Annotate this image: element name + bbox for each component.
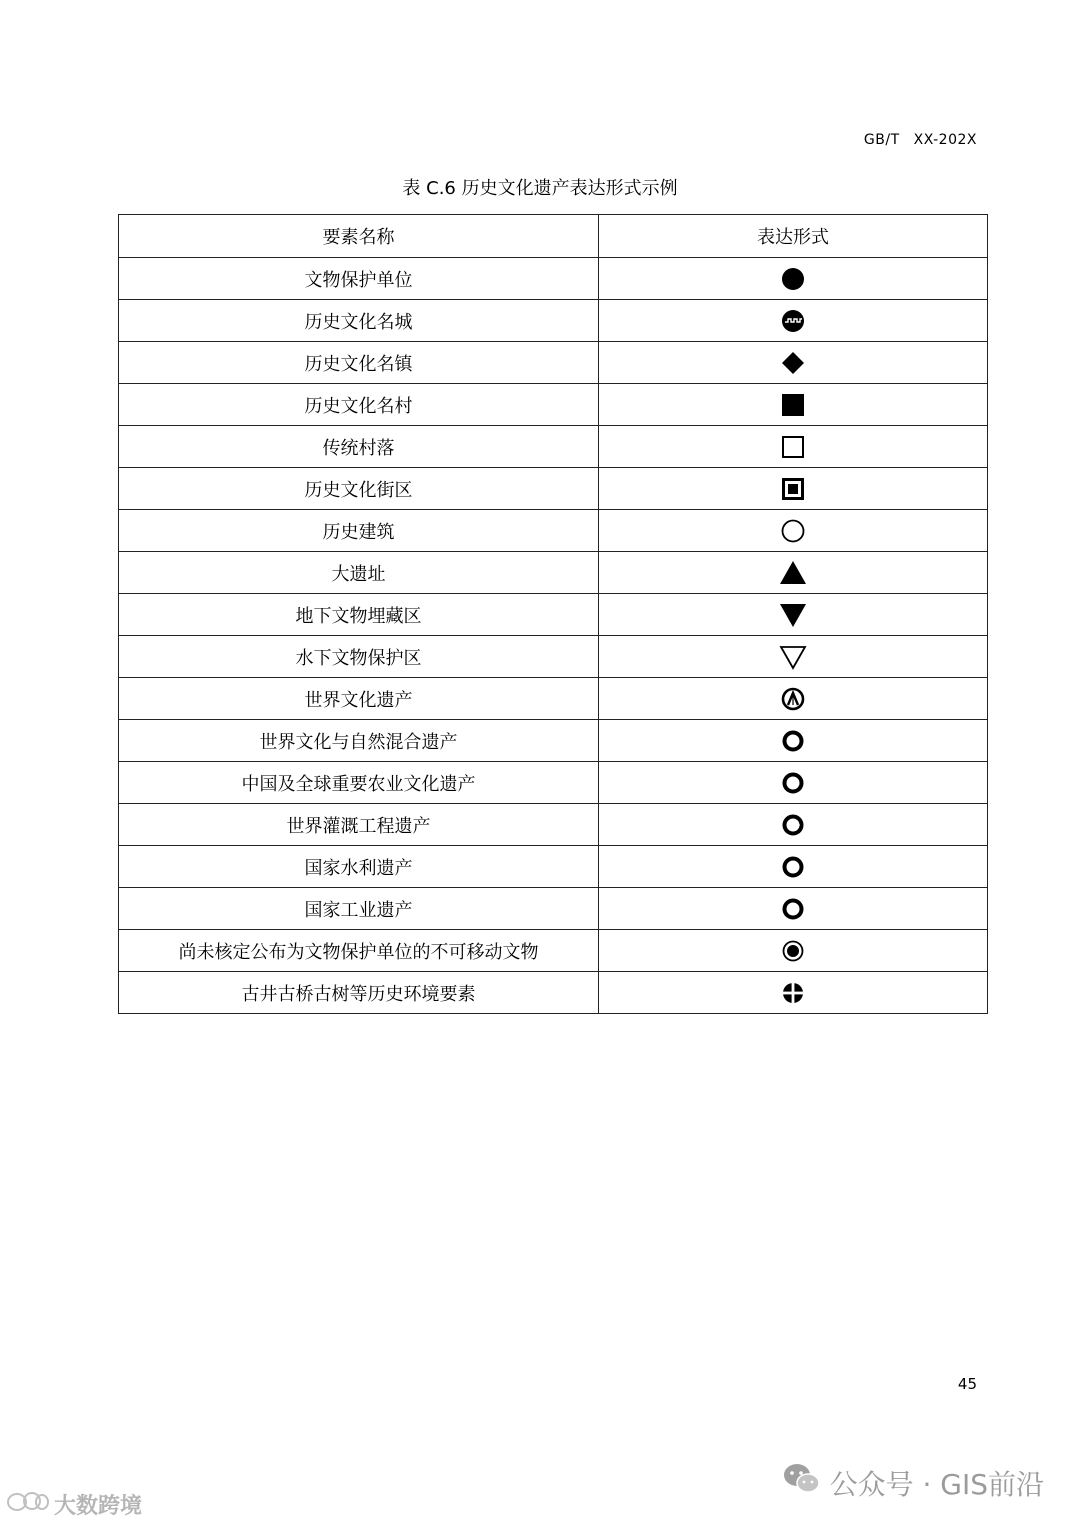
element-name: 世界文化遗产 bbox=[119, 678, 599, 720]
element-name: 水下文物保护区 bbox=[119, 636, 599, 678]
element-name: 中国及全球重要农业文化遗产 bbox=[119, 762, 599, 804]
table-row bbox=[119, 258, 988, 300]
table-row bbox=[119, 636, 988, 678]
heritage-symbol-table bbox=[118, 214, 988, 1014]
wechat-icon bbox=[782, 1462, 822, 1503]
standard-prefix: GB/T bbox=[863, 132, 900, 148]
table-row bbox=[119, 846, 988, 888]
quartered-circle-icon bbox=[779, 979, 807, 1007]
element-name: 历史文化街区 bbox=[119, 468, 599, 510]
table-row bbox=[119, 468, 988, 510]
table-row bbox=[119, 342, 988, 384]
table-row bbox=[119, 930, 988, 972]
agricultural-heritage-ring-icon bbox=[779, 769, 807, 797]
table-row bbox=[119, 300, 988, 342]
table-row bbox=[119, 720, 988, 762]
element-name: 世界文化与自然混合遗产 bbox=[119, 720, 599, 762]
filled-triangle-down-icon bbox=[779, 601, 807, 629]
irrigation-heritage-ring-icon bbox=[779, 811, 807, 839]
table-row bbox=[119, 552, 988, 594]
element-name: 国家水利遗产 bbox=[119, 846, 599, 888]
element-name: 地下文物埋藏区 bbox=[119, 594, 599, 636]
column-header-expression: 表达形式 bbox=[599, 215, 988, 258]
table-header-row bbox=[119, 215, 988, 258]
element-name: 国家工业遗产 bbox=[119, 888, 599, 930]
hollow-square-icon bbox=[779, 433, 807, 461]
document-code bbox=[864, 132, 977, 148]
element-name: 大遗址 bbox=[119, 552, 599, 594]
table-row bbox=[119, 678, 988, 720]
table-row bbox=[119, 972, 988, 1014]
element-name: 世界灌溉工程遗产 bbox=[119, 804, 599, 846]
brand-logo-icon bbox=[6, 1488, 50, 1520]
bullseye-icon bbox=[779, 937, 807, 965]
element-name: 历史文化名城 bbox=[119, 300, 599, 342]
element-name: 历史文化名镇 bbox=[119, 342, 599, 384]
hollow-circle-icon bbox=[779, 517, 807, 545]
filled-square-icon bbox=[779, 391, 807, 419]
watermark-text-right: 公众号 · GIS前沿 bbox=[829, 1467, 1044, 1501]
element-name: 历史文化名村 bbox=[119, 384, 599, 426]
water-heritage-ring-icon bbox=[779, 853, 807, 881]
filled-circle-icon bbox=[779, 265, 807, 293]
square-in-square-icon bbox=[779, 475, 807, 503]
watermark-wechat bbox=[782, 1462, 1044, 1503]
industrial-heritage-ring-icon bbox=[779, 895, 807, 923]
filled-triangle-up-icon bbox=[779, 559, 807, 587]
element-name: 文物保护单位 bbox=[119, 258, 599, 300]
table-row bbox=[119, 804, 988, 846]
element-name: 历史建筑 bbox=[119, 510, 599, 552]
filled-diamond-icon bbox=[779, 349, 807, 377]
standard-number: XX-202X bbox=[913, 132, 977, 148]
city-wall-circle-icon bbox=[779, 307, 807, 335]
table-row bbox=[119, 888, 988, 930]
table-row bbox=[119, 384, 988, 426]
watermark-brand bbox=[6, 1488, 142, 1520]
table-row bbox=[119, 594, 988, 636]
column-header-element-name: 要素名称 bbox=[119, 215, 599, 258]
page-number: 45 bbox=[957, 1375, 977, 1393]
table-row bbox=[119, 762, 988, 804]
table-row bbox=[119, 426, 988, 468]
element-name: 古井古桥古树等历史环境要素 bbox=[119, 972, 599, 1014]
watermark-text-left: 大数跨境 bbox=[54, 1493, 143, 1519]
table-title: 表 C.6 历史文化遗产表达形式示例 bbox=[402, 178, 678, 199]
element-name: 尚未核定公布为文物保护单位的不可移动文物 bbox=[119, 930, 599, 972]
mixed-heritage-ring-icon bbox=[779, 727, 807, 755]
element-name: 传统村落 bbox=[119, 426, 599, 468]
hollow-triangle-down-icon bbox=[779, 643, 807, 671]
world-heritage-emblem-icon bbox=[779, 685, 807, 713]
table-row bbox=[119, 510, 988, 552]
